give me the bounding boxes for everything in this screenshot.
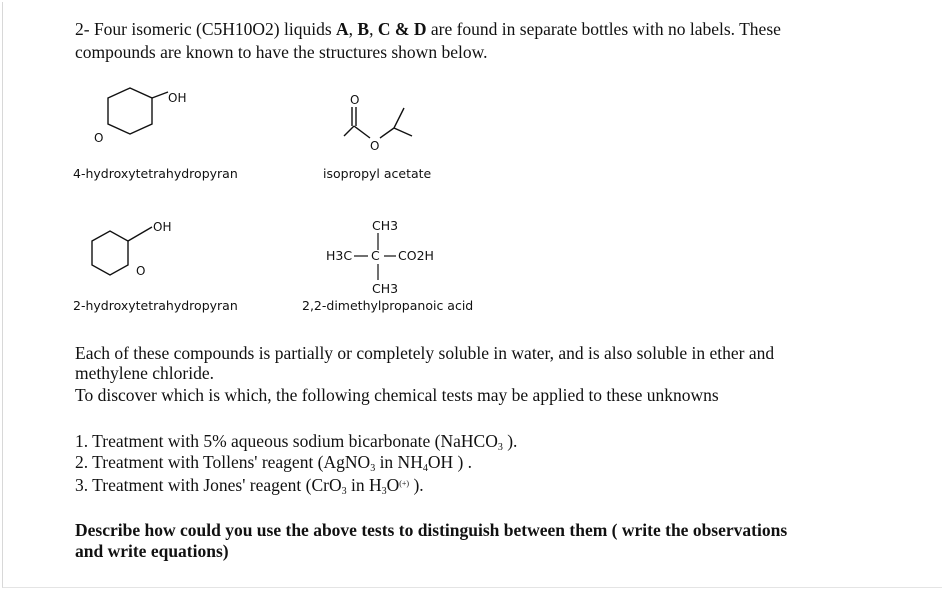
letter-d: & D <box>394 19 427 39</box>
test-3: 3. Treatment with Jones' reagent (CrO$_3$ in $H_3O^{(+)}$ ). <box>75 475 424 497</box>
s4-bottom-ch3: CH3 <box>372 281 399 296</box>
s4-co2h: CO2H <box>398 248 434 263</box>
letter-c: C <box>377 19 391 39</box>
s4-center-c: C <box>371 248 380 263</box>
test-1: 1. Treatment with 5% aqueous sodium bicarbonate (NaHCO$_3$ ). <box>75 431 518 453</box>
describe-line-2: and write equations) <box>75 541 229 561</box>
s2-carbonyl-o: O <box>350 93 360 107</box>
structure-4-hydroxytetrahydropyran <box>80 80 200 160</box>
structure-isopropyl-acetate <box>330 92 440 162</box>
s4-h3c: H3C <box>326 248 353 263</box>
s1-oh-label: OH <box>168 91 187 105</box>
test-2: 2. Treatment with Tollens' reagent (AgNO$_3$ in $NH_4OH$ ) . <box>75 452 473 474</box>
solubility-line-2: methylene chloride. <box>75 363 214 383</box>
label-2-hydroxytetrahydropyran: 2-hydroxytetrahydropyran <box>73 298 238 313</box>
structure-2-2-dimethylpropanoic-acid <box>326 218 476 298</box>
structure-2-hydroxytetrahydropyran <box>80 213 200 293</box>
s2-ester-o: O <box>370 139 380 153</box>
s1-o-label: O <box>94 131 104 145</box>
letter-b: B <box>357 19 370 39</box>
label-isopropyl-acetate: isopropyl acetate <box>323 166 432 181</box>
solubility-line-1: Each of these compounds is partially or completely soluble in water, and is also soluble in ether and <box>75 343 775 363</box>
question-line-2: compounds are known to have the structures shown below. <box>75 42 488 62</box>
letter-a: A <box>336 19 349 39</box>
s3-o-label: O <box>136 264 146 278</box>
question-line-1: 2- Four isomeric (C5H10O2) liquids A, B, C & D are found in separate bottles with no labels. These <box>75 19 781 39</box>
label-2-2-dimethylpropanoic-acid: 2,2-dimethylpropanoic acid <box>302 298 474 313</box>
label-4-hydroxytetrahydropyran: 4-hydroxytetrahydropyran <box>73 166 238 181</box>
s3-oh-label: OH <box>153 220 172 234</box>
tests-intro: To discover which is which, the following chemical tests may be applied to these unknowns <box>75 385 719 405</box>
s4-top-ch3: CH3 <box>372 218 399 233</box>
describe-line-1: Describe how could you use the above tests to distinguish between them ( write the observations <box>75 520 788 540</box>
